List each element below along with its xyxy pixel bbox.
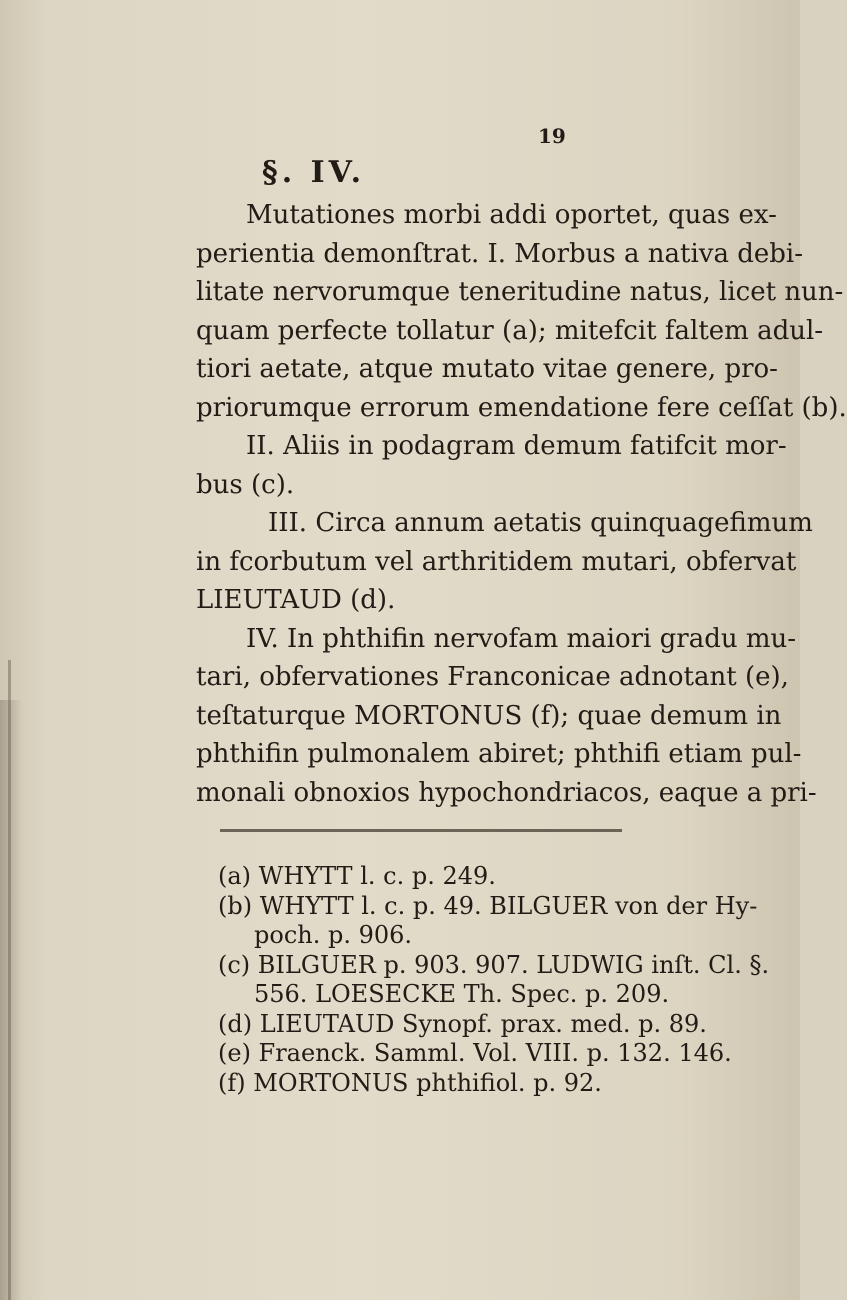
footnote: (a) WHYTT l. c. p. 249. <box>218 862 496 890</box>
body-line: III. Circa annum aetatis quinquagefimum <box>268 508 813 538</box>
footnote: (e) Fraenck. Samml. Vol. VIII. p. 132. 146. <box>218 1039 732 1067</box>
footnote: (f) MORTONUS phthifiol. p. 92. <box>218 1068 602 1097</box>
section-heading: §. IV. <box>262 155 366 190</box>
body-line: monali obnoxios hypochondriacos, eaque a pri- <box>196 777 817 808</box>
page-edge <box>8 660 11 1300</box>
body-line: phthifin pulmonalem abiret; phthifi etiam pul- <box>196 739 802 769</box>
main-paragraphs <box>196 196 847 812</box>
body-line: teſtaturque MORTONUS (f); quae demum in <box>196 700 782 731</box>
body-line: perientia demonſtrat. I. Morbus a nativa debi- <box>196 238 804 269</box>
footnote: poch. p. 906. <box>254 921 413 949</box>
body-line: bus (c). <box>196 469 295 500</box>
body-line: priorumque errorum emendatione fere ceſſat (b). <box>196 392 847 423</box>
footnote: (c) BILGUER p. 903. 907. LUDWIG inſt. Cl. §. <box>218 950 770 979</box>
body-line: litate nervorumque teneritudine natus, licet nun- <box>196 277 844 307</box>
body-line: IV. In phthifin nervofam maiori gradu mu- <box>246 623 797 654</box>
body-line: II. Aliis in podagram demum fatifcit mor- <box>246 431 787 461</box>
body-line: tiori aetate, atque mutato vitae genere, pro- <box>196 354 778 384</box>
body-line: quam perfecte tollatur (a); mitefcit faltem adul- <box>196 315 824 346</box>
body-line: Mutationes morbi addi oportet, quas ex- <box>246 200 777 230</box>
footnote: (b) WHYTT l. c. p. 49. BILGUER von der Hy- <box>218 891 758 920</box>
footnote: 556. LOESECKE Th. Spec. p. 209. <box>254 980 670 1008</box>
body-line: tari, obfervationes Franconicae adnotant (e), <box>196 662 789 692</box>
footnotes <box>218 862 778 1098</box>
page-gutter-shadow <box>0 700 22 1300</box>
footnote-divider <box>220 829 622 832</box>
body-line: in fcorbutum vel arthritidem mutari, obfervat <box>196 546 797 577</box>
body-line: LIEUTAUD (d). <box>196 585 396 615</box>
footnote: (d) LIEUTAUD Synopf. prax. med. p. 89. <box>218 1009 707 1038</box>
page-number: 19 <box>538 124 566 148</box>
